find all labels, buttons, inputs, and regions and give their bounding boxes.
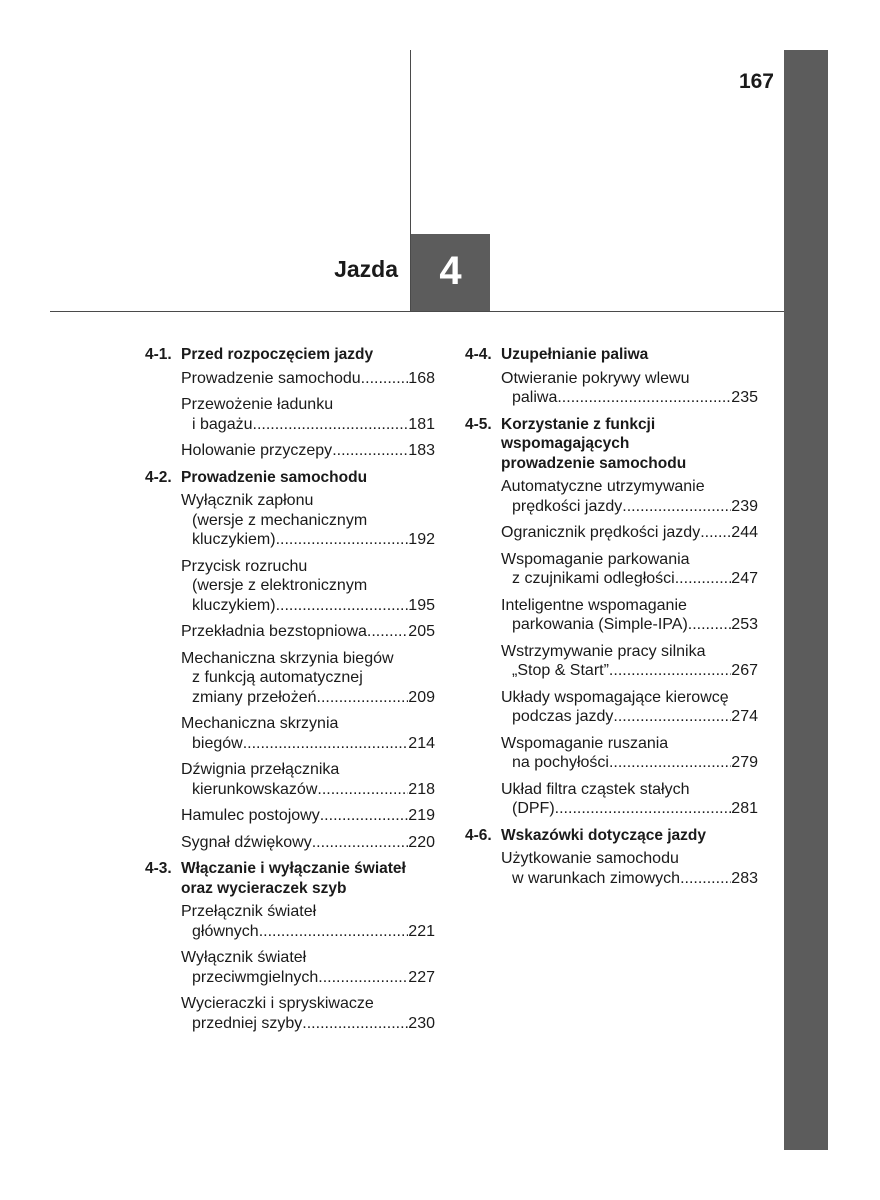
toc-entry-text: zmiany przełożeń [192,688,317,706]
section-title-line: Korzystanie z funkcji [501,415,656,433]
section-number: 4-4. [465,346,492,363]
dot-leader [367,622,408,642]
toc-entry-text: z czujnikami odległości [512,570,675,587]
toc-entry-text: Wyłącznik zapłonu [181,492,314,509]
dot-leader [688,615,732,635]
dot-leader [700,523,731,543]
dot-leader [317,688,409,708]
dot-leader [680,869,731,889]
toc-entry-text: głównych [192,922,259,940]
dot-leader [243,734,409,754]
toc-entry-text: paliwa [512,389,558,406]
toc-entry[interactable] [465,734,758,773]
toc-entry-text: przeciwmgielnych [192,968,319,986]
toc-entry-text: Otwieranie pokrywy wlewu [501,369,690,387]
toc-entry[interactable] [145,833,435,853]
section-title-line: Włączanie i wyłączanie świateł [181,860,406,877]
toc-entry[interactable] [145,714,435,753]
toc-entry-last-line [501,661,758,681]
toc-entry-text: Przekładnia bezstopniowa [181,623,367,640]
toc-entry[interactable] [145,395,435,434]
toc-page-ref: 221 [408,922,435,940]
dot-leader [253,415,409,435]
toc-entry-text: Wstrzymywanie pracy silnika [501,642,706,660]
toc-page-ref: 244 [731,524,758,541]
toc-entry[interactable] [465,688,758,727]
toc-entry-last-line [181,441,435,461]
toc-entry-text: Mechaniczna skrzynia [181,715,339,732]
horizontal-divider [50,311,784,312]
toc-entry-text: (DPF) [512,800,555,817]
toc-page-ref: 214 [408,734,435,752]
dot-leader [317,780,408,800]
dot-leader [675,569,732,589]
toc-page-ref: 181 [408,415,435,433]
toc-page-ref: 281 [731,800,758,817]
toc-page-ref: 279 [731,754,758,771]
toc-entry-last-line [181,734,435,754]
section-heading [145,345,435,365]
toc-entry-last-line [501,388,758,408]
toc-entry[interactable] [465,523,758,543]
toc-page-ref: 227 [408,968,435,986]
toc-entry-text: Inteligentne wspomaganie [501,596,687,614]
toc-entry-text: parkowania (Simple-IPA) [512,616,688,633]
toc-entry-text: kierunkowskazów [192,780,318,798]
chapter-title: Jazda [334,256,398,282]
toc-page-ref: 192 [408,531,435,548]
toc-page-ref: 247 [731,570,758,587]
toc-page-ref: 253 [731,616,758,633]
toc-entry[interactable] [465,477,758,516]
toc-entry[interactable] [465,369,758,408]
section-title-line: Uzupełnianie paliwa [501,346,649,363]
toc-entry-text: Hamulec postojowy [181,807,320,824]
toc-entry-text: przedniej szyby [192,1014,303,1032]
toc-entry[interactable] [465,596,758,635]
dot-leader [609,753,731,773]
section-heading [465,415,758,474]
toc-entry-text: Wyłącznik świateł [181,949,307,966]
toc-entry-last-line [501,869,758,889]
toc-entry[interactable] [145,369,435,389]
toc-entry-text: podczas jazdy [512,708,614,725]
toc-page-ref: 219 [408,807,435,824]
toc-entry[interactable] [145,760,435,799]
section-number: 4-1. [145,346,172,363]
section-heading [465,345,758,365]
toc-entry[interactable] [145,441,435,461]
dot-leader [361,369,409,389]
toc-entry-last-line [181,596,435,616]
toc-entry[interactable] [465,642,758,681]
toc-page-ref: 283 [731,869,758,887]
toc-entry-text: kluczykiem) [192,531,276,548]
toc-entry-last-line [181,780,435,800]
toc-page-ref: 209 [408,688,435,706]
chapter-side-tab [784,50,828,1150]
dot-leader [613,707,731,727]
toc-left-column [145,345,435,1040]
toc-page-ref: 267 [731,662,758,679]
toc-entry-text: Układ filtra cząstek stałych [501,780,690,798]
section-number: 4-5. [465,415,492,433]
dot-leader [557,388,731,408]
toc-entry[interactable] [145,902,435,941]
toc-entry[interactable] [145,649,435,708]
dot-leader [302,1014,408,1034]
toc-page-ref: 195 [408,596,435,614]
toc-entry-text: Przycisk rozruchu [181,557,308,575]
toc-entry-last-line [501,799,758,819]
toc-page-ref: 205 [408,623,435,640]
section-heading [465,826,758,846]
toc-entry-text: na pochyłości [512,754,609,771]
toc-entry-last-line [181,1014,435,1034]
section-title-line: wspomagających [501,435,630,452]
section-number: 4-2. [145,468,172,486]
toc-entry-last-line [181,622,435,642]
toc-entry-text: Dźwignia przełącznika [181,761,340,778]
toc-entry-text: Ogranicznik prędkości jazdy [501,524,701,541]
toc-entry-last-line [501,753,758,773]
toc-entry-text: z funkcją automatycznej [192,669,363,686]
toc-entry-last-line [181,530,435,550]
toc-entry-text: (wersje z mechanicznym [192,511,368,529]
toc-page-ref: 218 [408,780,435,798]
chapter-number-box: 4 [411,234,490,311]
toc-entry-text: Prowadzenie samochodu [181,369,361,387]
toc-page-ref: 220 [408,833,435,851]
toc-entry-last-line [181,806,435,826]
toc-entry-last-line [501,707,758,727]
toc-entry-text: (wersje z elektronicznym [192,577,368,594]
section-number: 4-6. [465,826,492,844]
section-title-line: oraz wycieraczek szyb [181,879,347,897]
toc-entry-text: Przewożenie ładunku [181,396,334,413]
section-title-line: Prowadzenie samochodu [181,468,368,486]
toc-entry[interactable] [145,622,435,642]
toc-entry-text: prędkości jazdy [512,497,623,515]
section-title-line: Wskazówki dotyczące jazdy [501,826,707,844]
toc-entry[interactable] [465,780,758,819]
toc-entry[interactable] [145,491,435,550]
dot-leader [555,799,732,819]
dot-leader [318,968,408,988]
toc-entry-text: biegów [192,734,243,752]
section-number: 4-3. [145,860,172,877]
toc-entry-text: Układy wspomagające kierowcę [501,688,729,706]
toc-entry-last-line [181,922,435,942]
toc-entry[interactable] [145,806,435,826]
dot-leader [609,661,731,681]
section-heading [145,859,435,898]
dot-leader [276,530,409,550]
toc-entry-text: „Stop & Start” [512,662,609,679]
toc-entry-last-line [181,369,435,389]
toc-page-ref: 183 [408,442,435,459]
toc-entry-text: Holowanie przyczepy [181,442,333,459]
dot-leader [259,922,409,942]
toc-entry-text: Wspomaganie parkowania [501,550,690,568]
toc-page-ref: 230 [408,1014,435,1032]
section-title-line: Przed rozpoczęciem jazdy [181,346,374,363]
section-heading [145,468,435,488]
toc-entry-last-line [181,415,435,435]
toc-right-column [465,345,758,895]
toc-page-ref: 274 [731,708,758,725]
toc-page-ref: 239 [731,497,758,515]
toc-entry-last-line [501,497,758,517]
toc-entry-text: Wycieraczki i spryskiwacze [181,995,374,1012]
toc-entry-last-line [501,523,758,543]
toc-page-ref: 168 [408,369,435,387]
toc-page-ref: 235 [731,389,758,406]
toc-entry-text: Sygnał dźwiękowy [181,833,312,851]
section-title-line: prowadzenie samochodu [501,454,687,472]
toc-entry-text: Automatyczne utrzymywanie [501,478,705,495]
toc-entry-last-line [501,569,758,589]
toc-entry-last-line [501,615,758,635]
toc-entry-text: Mechaniczna skrzynia biegów [181,649,394,667]
toc-entry-last-line [181,833,435,853]
page-number: 167 [738,70,774,93]
toc-entry[interactable] [145,994,435,1033]
toc-entry[interactable] [145,557,435,616]
toc-entry-last-line [181,968,435,988]
toc-entry[interactable] [145,948,435,987]
dot-leader [276,596,409,616]
toc-entry-text: Przełącznik świateł [181,903,317,920]
toc-entry-text: kluczykiem) [192,596,276,614]
toc-entry[interactable] [465,849,758,888]
toc-entry-last-line [181,688,435,708]
toc-entry[interactable] [465,550,758,589]
toc-entry-text: w warunkach zimowych [512,869,681,887]
dot-leader [320,806,409,826]
dot-leader [312,833,409,853]
dot-leader [332,441,408,461]
toc-entry-text: Wspomaganie ruszania [501,734,669,752]
toc-entry-text: i bagażu [192,415,253,433]
toc-entry-text: Użytkowanie samochodu [501,850,679,867]
dot-leader [622,497,731,517]
